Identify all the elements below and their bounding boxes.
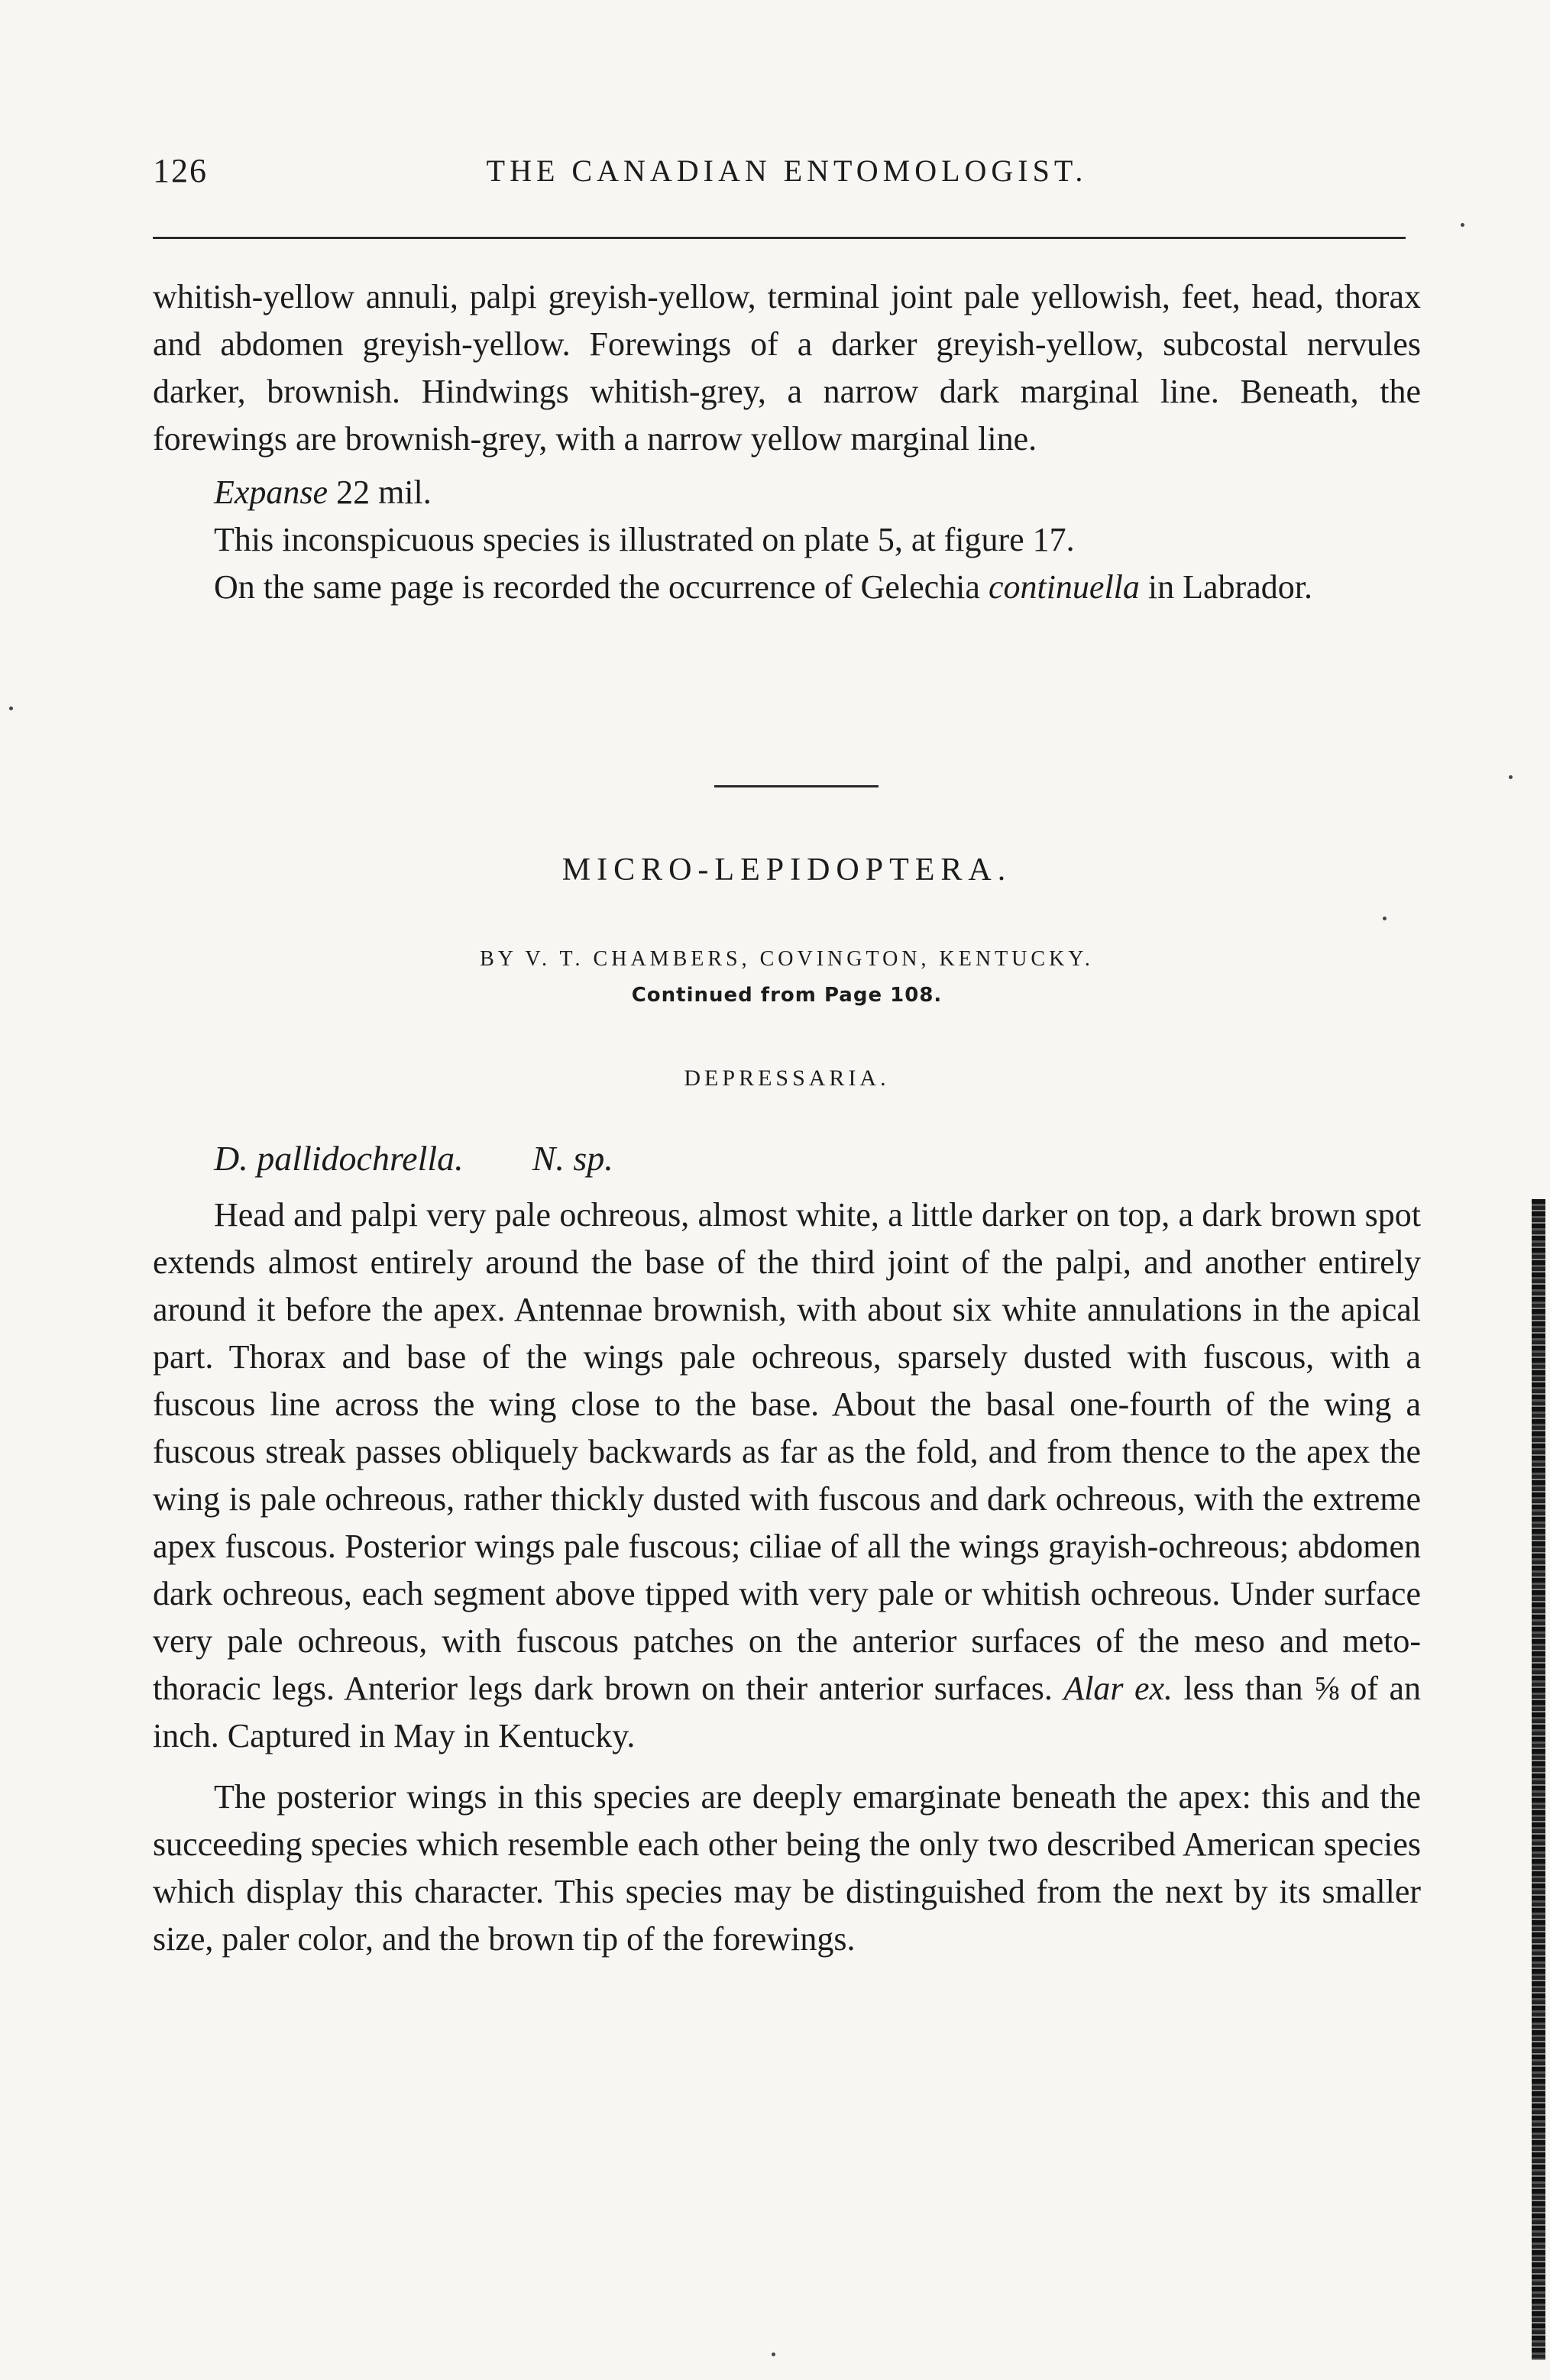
scan-speck xyxy=(772,2353,775,2356)
scan-speck xyxy=(9,707,13,710)
genus-heading: DEPRESSARIA. xyxy=(684,1066,890,1091)
article-title: MICRO-LEPIDOPTERA. xyxy=(561,852,1012,888)
alar-label: Alar ex. xyxy=(1063,1670,1173,1707)
header-rule xyxy=(153,237,1406,239)
section-divider xyxy=(714,785,879,787)
expanse-label: Expanse xyxy=(214,474,328,511)
article-byline: BY V. T. CHAMBERS, COVINGTON, KENTUCKY. xyxy=(480,947,1094,971)
remarks-paragraph: The posterior wings in this species are deeply emarginate beneath the apex: this and the succeeding species which resemble each other being the only two described American species which display this character. This species may be distinguished from the next by its smaller size, paler color, and the brown tip of the forewings. xyxy=(153,1778,1421,1958)
description-section xyxy=(153,1192,1421,1963)
intro-section xyxy=(153,273,1421,611)
species-heading xyxy=(214,1138,613,1179)
expanse-line xyxy=(153,469,1421,516)
illustrated-paragraph: This inconspicuous species is illustrated on plate 5, at figure 17. xyxy=(214,521,1075,558)
scan-speck xyxy=(1509,775,1513,779)
scan-speck xyxy=(1383,917,1387,920)
journal-title: THE CANADIAN ENTOMOLOGIST. xyxy=(486,154,1088,188)
running-head xyxy=(153,130,1421,199)
occurrence-paragraph xyxy=(153,564,1421,611)
occurrence-species: continuella xyxy=(988,568,1140,606)
page-number: 126 xyxy=(153,152,208,189)
page-content xyxy=(153,130,1421,1958)
species-status: N. sp. xyxy=(532,1139,613,1178)
intro-paragraph: whitish-yellow annuli, palpi greyish-yellow, terminal joint pale yellowish, feet, head, thorax and abdomen greyish-yellow. Forewings of a darker greyish-yellow, subcostal nervules darker, brownish. Hindwings whitish-grey, a narrow dark marginal line. Beneath, the forewings are brownish-grey, with a narrow yellow marginal line. xyxy=(153,278,1421,458)
occurrence-start: On the same page is recorded the occurrence of Gelechia xyxy=(214,568,989,606)
description-paragraph xyxy=(153,1192,1421,1760)
expanse-value: 22 mil. xyxy=(328,474,432,511)
scan-edge-shadow xyxy=(1532,1199,1545,2360)
description-text: Head and palpi very pale ochreous, almost white, a little darker on top, a dark brown spot extends almost entirely around the base of the third joint of the palpi, and another entirely around it before the apex. Antennae brownish, with about six white annulations in the apical part. Thorax and base of the wings pale ochreous, sparsely dusted with fuscous, with a fuscous line across the wing close to the base. About the basal one-fourth of the wing a fuscous streak passes obliquely backwards as far as the fold, and from thence to the apex the wing is pale ochreous, rather thickly dusted with fuscous and dark ochreous, with the extreme apex fuscous. Posterior wings pale fuscous; ciliae of all the wings grayish-ochreous; abdomen dark ochreous, each segment above tipped with very pale or whitish ochreous. Under surface very pale ochreous, with fuscous patches on the anterior surfaces of the meso and meto-thoracic legs. Anterior legs dark brown on their anterior surfaces. xyxy=(153,1196,1421,1707)
scan-speck xyxy=(1461,223,1464,227)
species-name: D. pallidochrella. xyxy=(214,1139,464,1178)
occurrence-end: in Labrador. xyxy=(1139,568,1312,606)
continued-note: Continued from Page 108. xyxy=(631,984,943,1007)
alar-rest: less than ⅝ of an inch. Captured in May in Kentucky. xyxy=(153,1670,1421,1754)
